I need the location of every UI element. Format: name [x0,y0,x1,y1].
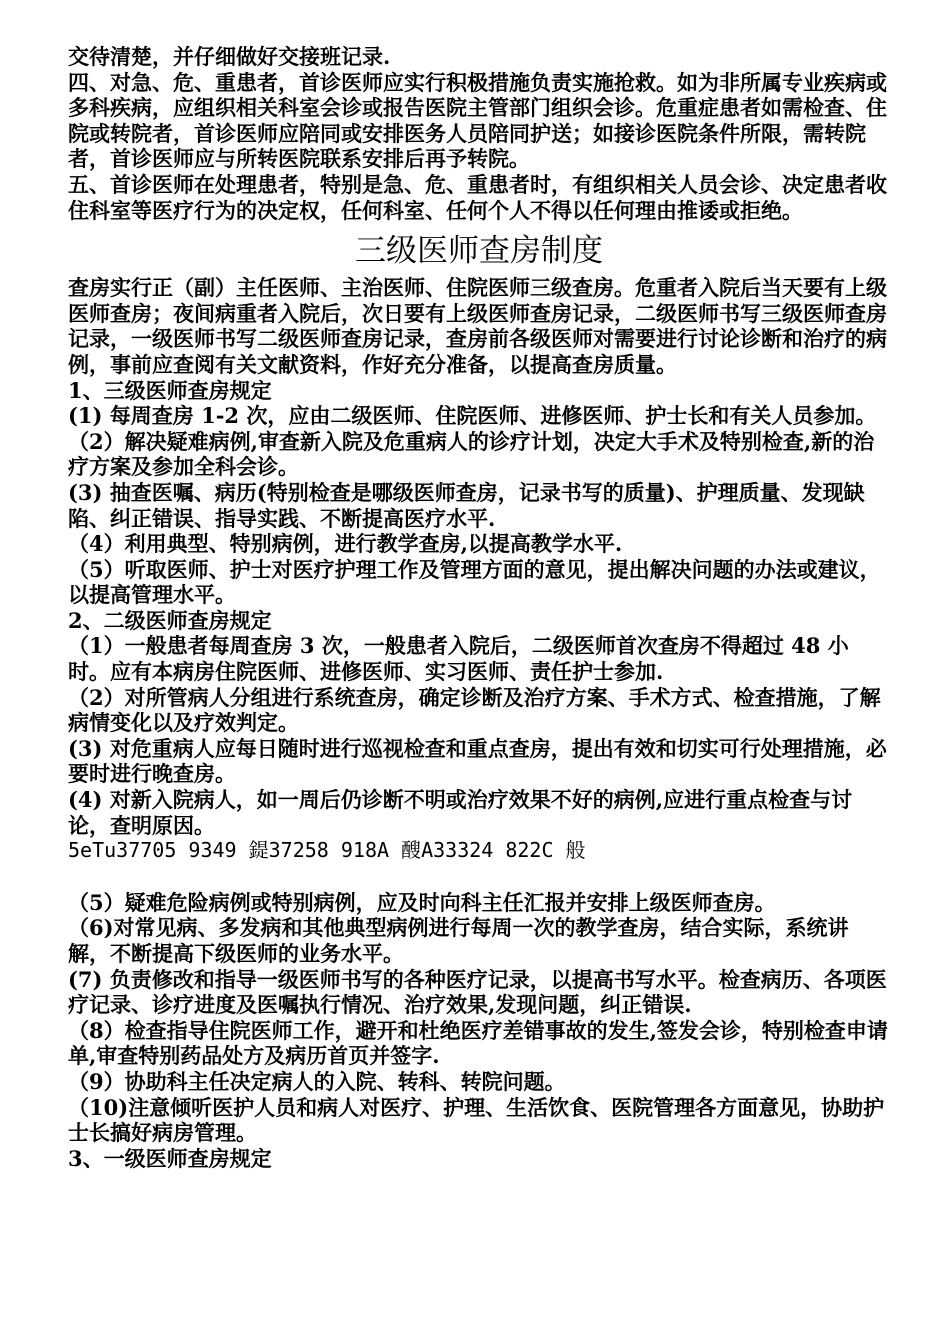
section-title: 三级医师查房制度 [355,233,603,270]
intro-paragraph-1: 交待清楚，并仔细做好交接班记录. [68,44,391,69]
list-item: （10)注意倾听医护人员和病人对医疗、护理、生活饮食、医院管理各方面意见，协助护士长搞好病房管理。 [68,1094,885,1146]
list-item: （2）对所管病人分组进行系统查房，确定诊断及治疗方案、手术方式、检查措施，了解病情变化以及疗效判定。 [68,684,881,736]
list-item: （5）疑难危险病例或特别病例，应及时向科主任汇报并安排上级医师查房。 [68,889,776,915]
list-item: （8）检查指导住院医师工作，避开和杜绝医疗差错事故的发生,签发会诊，特别检查申请单,审查特别药品处方及病历首页并签字. [68,1017,888,1069]
garbled-code-line: 5eTu37705 9349 鍉37258 918A 醙A33324 822C 般 [68,838,586,863]
list-item: （1）一般患者每周查房 3 次，一般患者入院后，二级医师首次查房不得超过 48 小时。应有本病房住院医师、进修医师、实习医师、责任护士参加. [68,633,849,685]
blank-gap [68,864,890,890]
list-item: （9）协助科主任决定病人的入院、转科、转院问题。 [68,1068,566,1094]
subsection-heading-3: 3、一级医师查房规定 [68,1145,272,1171]
list-item: (4) 对新入院病人，如一周后仍诊断不明或治疗效果不好的病例,应进行重点检查与讨论，查明原因。 [68,787,853,838]
list-item: (3) 对危重病人应每日随时进行巡视检查和重点查房，提出有效和切实可行处理措施，必要时进行晚查房。 [68,735,887,787]
list-item: （5）听取医师、护士对医疗护理工作及管理方面的意见，提出解决问题的办法或建议，以提高管理水平。 [68,556,881,608]
list-item: （2）解决疑难病例,审查新入院及危重病人的诊疗计划，决定大手术及特别检查,新的治疗方案及参加全科会诊。 [68,428,875,480]
subsection-heading-1: 1、三级医师查房规定 [68,377,272,403]
intro-paragraph-2: 四、对急、危、重患者，首诊医师应实行积极措施负责实施抢救。如为非所属专业疾病或多科疾病，应组织相关科室会诊或报告医院主管部门组织会诊。危重症患者如需检查、住院或转院者，首诊医师应陪同或安排医务人员陪同护送；如接诊医院条件所限，需转院者，首诊医师应与所转医院联系安排后再予转院。 [68,69,887,172]
document-page [68,44,890,1171]
list-item: (1) 每周查房 1-2 次，应由二级医师、住院医师、进修医师、护士长和有关人员参加。 [68,403,877,429]
body-paragraph: 查房实行正（副）主任医师、主治医师、住院医师三级查房。危重者入院后当天要有上级医师查房；夜间病重者入院后，次日要有上级医师查房记录，二级医师书写三级医师查房记录，一级医师书写二级医师查房记录，查房前各级医师对需要进行讨论诊断和治疗的病例，事前应查阅有关文献资料，作好充分准备，以提高查房质量。 [68,275,887,377]
list-item: （4）利用典型、特别病例，进行教学查房,以提高教学水平. [68,531,623,557]
subsection-heading-2: 2、二级医师查房规定 [68,607,272,633]
list-item: （6)对常见病、多发病和其他典型病例进行每周一次的教学查房，结合实际，系统讲解，不断提高下级医师的业务水平。 [68,915,849,966]
list-item: (3) 抽查医嘱、病历(特别检查是哪级医师查房，记录书写的质量)、护理质量、发现缺陷、纠正错误、指导实践、不断提高医疗水平. [68,479,865,531]
intro-paragraph-3: 五、首诊医师在处理患者，特别是急、危、重患者时，有组织相关人员会诊、决定患者收住科室等医疗行为的决定权，任何科室、任何个人不得以任何理由推诿或拒绝。 [68,171,887,223]
list-item: (7) 负责修改和指导一级医师书写的各种医疗记录，以提高书写水平。检查病历、各项医疗记录、诊疗进度及医嘱执行情况、治疗效果,发现问题，纠正错误. [68,966,887,1018]
